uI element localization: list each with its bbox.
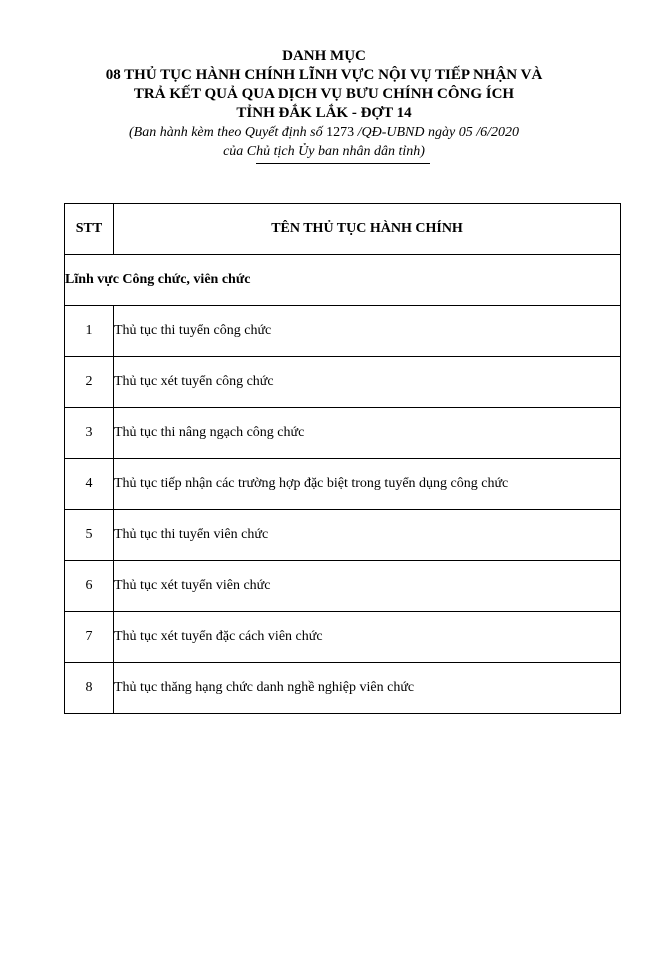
procedure-name: Thủ tục xét tuyển đặc cách viên chức — [114, 612, 621, 663]
section-title: Lĩnh vực Công chức, viên chức — [65, 255, 621, 306]
section-row — [65, 255, 621, 306]
procedures-table — [64, 203, 621, 714]
table-row — [65, 306, 621, 357]
row-number: 3 — [65, 408, 114, 459]
procedure-name: Thủ tục xét tuyển công chức — [114, 357, 621, 408]
table-row — [65, 663, 621, 714]
column-header-name: TÊN THỦ TỤC HÀNH CHÍNH — [114, 204, 621, 255]
decision-note-prefix: (Ban hành kèm theo Quyết định số — [128, 125, 327, 140]
table-row — [65, 459, 621, 510]
row-number: 7 — [65, 612, 114, 663]
procedure-name: Thủ tục xét tuyển viên chức — [114, 561, 621, 612]
table-row — [65, 612, 621, 663]
document-header — [0, 47, 648, 161]
doc-title-line-2: 08 THỦ TỤC HÀNH CHÍNH LĨNH VỰC NỘI VỤ TIẾP NHẬN VÀ — [105, 67, 543, 83]
table-row — [65, 561, 621, 612]
procedure-name: Thủ tục thi tuyển viên chức — [114, 510, 621, 561]
doc-title-line-3: TRẢ KẾT QUẢ QUA DỊCH VỤ BƯU CHÍNH CÔNG ÍCH — [133, 86, 515, 102]
decision-number: 1273 — [326, 125, 355, 140]
procedure-name: Thủ tục thi nâng ngạch công chức — [114, 408, 621, 459]
row-number: 8 — [65, 663, 114, 714]
header-underline — [256, 163, 430, 164]
decision-note-line-1 — [0, 123, 648, 142]
table-row — [65, 357, 621, 408]
row-number: 1 — [65, 306, 114, 357]
row-number: 2 — [65, 357, 114, 408]
doc-title-line-1: DANH MỤC — [282, 48, 366, 64]
procedure-name: Thủ tục tiếp nhận các trường hợp đặc biệt trong tuyển dụng công chức — [114, 459, 621, 510]
doc-title-line-4: TỈNH ĐẮK LẮK - ĐỢT 14 — [236, 105, 412, 121]
decision-note-suffix: /QĐ-UBND ngày 05 /6/2020 — [354, 125, 519, 140]
table-row — [65, 510, 621, 561]
row-number: 4 — [65, 459, 114, 510]
table-row — [65, 408, 621, 459]
decision-note-line-2: của Chủ tịch Ủy ban nhân dân tỉnh) — [223, 144, 425, 159]
row-number: 6 — [65, 561, 114, 612]
table-header-row — [65, 204, 621, 255]
column-header-stt: STT — [65, 204, 114, 255]
row-number: 5 — [65, 510, 114, 561]
procedure-name: Thủ tục thi tuyển công chức — [114, 306, 621, 357]
procedure-name: Thủ tục thăng hạng chức danh nghề nghiệp viên chức — [114, 663, 621, 714]
